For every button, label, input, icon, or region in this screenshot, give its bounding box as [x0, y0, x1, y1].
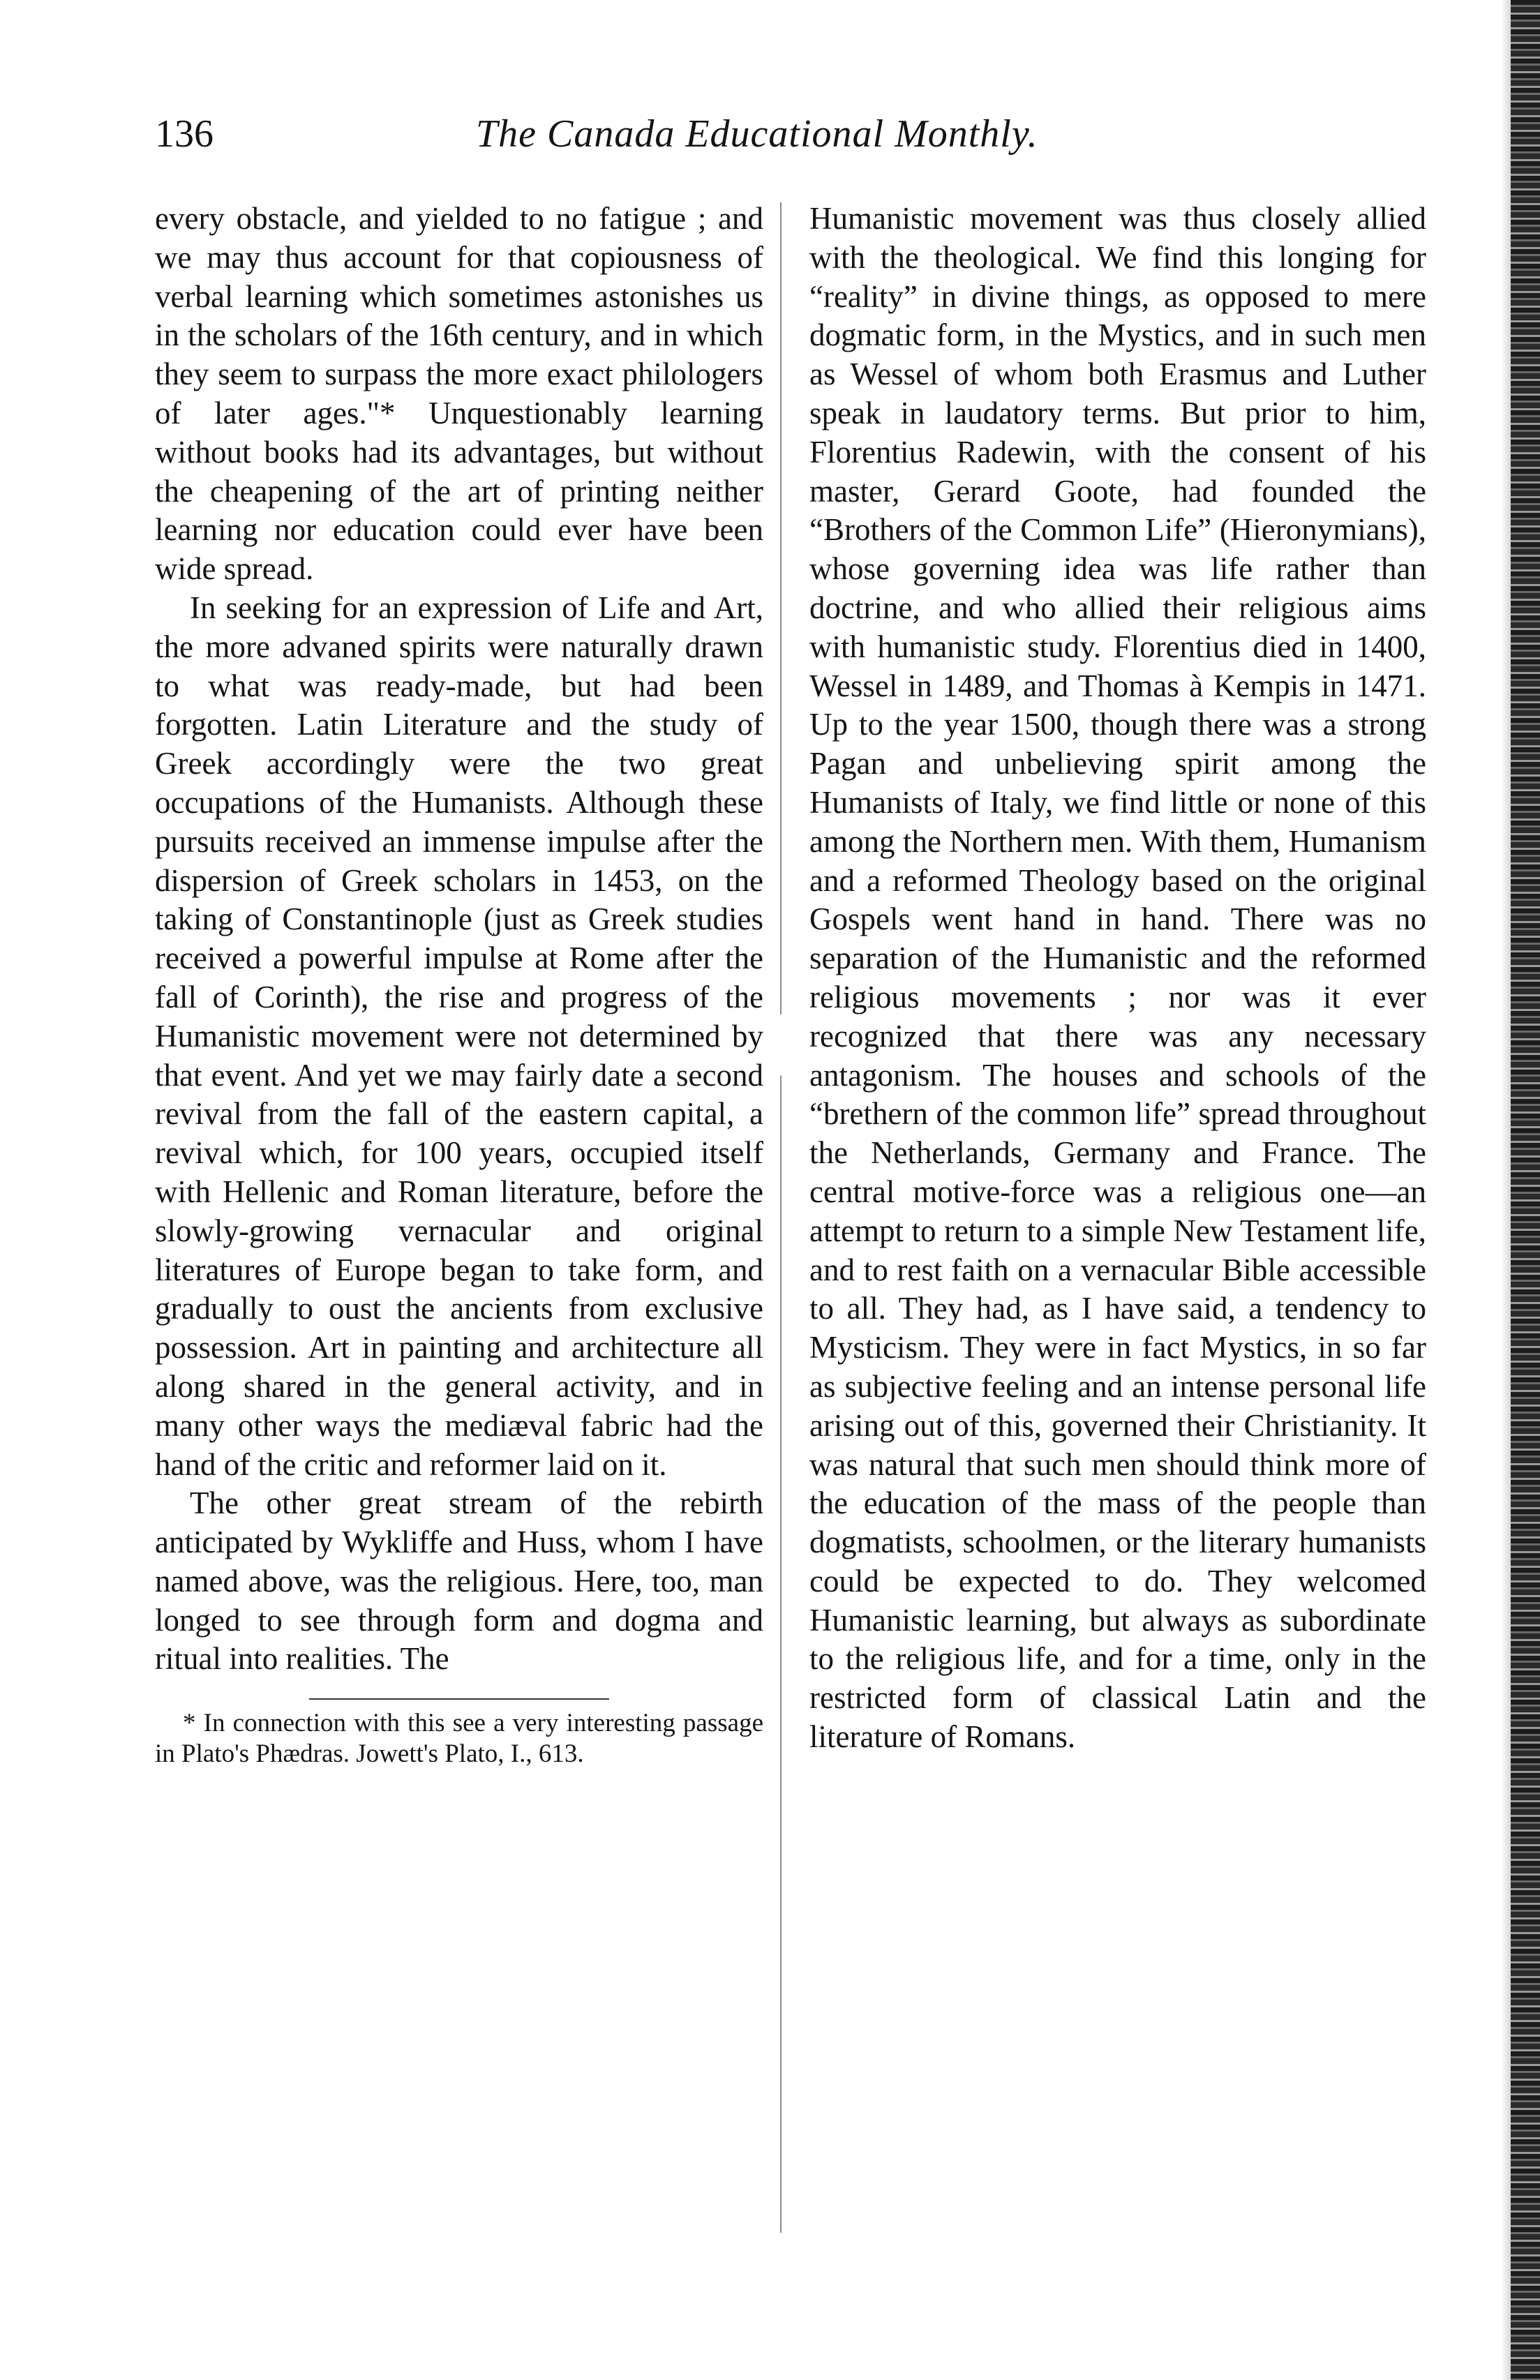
footnote: * In connection with this see a very interesting passage in Plato's Phædras. Jowett's Plato, I., 613. [155, 1709, 763, 1769]
left-column [155, 200, 763, 1769]
left-paragraph-2: In seeking for an expression of Life and Art, the more advaned spirits were naturally drawn to what was ready-made, but had been forgotten. Latin Literature and the study of Greek accordingly were the two great occupations of the Humanists. Although these pursuits received an immense impulse after the dispersion of Greek scholars in 1453, on the taking of Constantinople (just as Greek studies received a powerful impulse at Rome after the fall of Corinth), the rise and progress of the Humanistic movement were not determined by that event. And yet we may fairly date a second revival from the fall of the eastern capital, a revival which, for 100 years, occupied itself with Hellenic and Roman literature, before the slowly-growing vernacular and original literatures of Europe began to take form, and gradually to oust the ancients from exclusive possession. Art in painting and architecture all along shared in the general activity, and in many other ways the mediæval fabric had the hand of the critic and reformer laid on it. [155, 590, 763, 1482]
right-column [809, 200, 1426, 1757]
footnote-rule [309, 1698, 609, 1700]
right-paragraph-1: Humanistic movement was thus closely allied with the theological. We find this longing for “reality” in divine things, as opposed to mere dogmatic form, in the Mystics, and in such men as Wessel of whom both Erasmus and Luther speak in laudatory terms. But prior to him, Florentius Radewin, with the consent of his master, Gerard Goote, had founded the “Brothers of the Common Life” (Hieronymians), whose governing idea was life rather than doctrine, and who allied their religious aims with humanistic study. Florentius died in 1400, Wessel in 1489, and Thomas à Kempis in 1471. Up to the year 1500, though there was a strong Pagan and unbelieving spirit among the Humanists of Italy, we find little or none of this among the Northern men. With them, Humanism and a reformed Theology based on the original Gospels went hand in hand. There was no separation of the Humanistic and the reformed religious movements ; nor was it ever recognized that there was any necessary antagonism. The houses and schools of the “brethern of the common life” spread throughout the Netherlands, Germany and France. The central motive-force was a religious one—an attempt to return to a simple New Testament life, and to rest faith on a vernacular Bible accessible to all. They had, as I have said, a tendency to Mysticism. They were in fact Mystics, in so far as subjective feeling and an intense personal life arising out of this, governed their Christianity. It was natural that such men should think more of the education of the mass of the people than dogmatists, schoolmen, or the literary humanists could be expected to do. They welcomed Humanistic learning, but always as subordinate to the religious life, and for a time, only in the restricted form of classical Latin and the literature of Romans. [809, 201, 1426, 1755]
column-divider [780, 202, 782, 2233]
page-edge-shadow [1501, 0, 1511, 2380]
page-header [155, 112, 1146, 167]
page-number: 136 [155, 112, 214, 156]
left-paragraph-1: every obstacle, and yielded to no fatigue ; and we may thus account for that copiousness of verbal learning which sometimes astonishes us in the scholars of the 16th century, and in which they seem to surpass the more exact philologers of later ages."* Unquestionably learning without books had its advantages, but without the cheapening of the art of printing neither learning nor education could ever have been wide spread. [155, 201, 763, 587]
running-title: The Canada Educational Monthly. [476, 112, 1038, 156]
scanned-page-edge [1511, 0, 1540, 2380]
left-paragraph-3: The other great stream of the rebirth anticipated by Wykliffe and Huss, whom I have named above, was the religious. Here, too, man longed to see through form and dogma and ritual into realities. The [155, 1485, 763, 1677]
